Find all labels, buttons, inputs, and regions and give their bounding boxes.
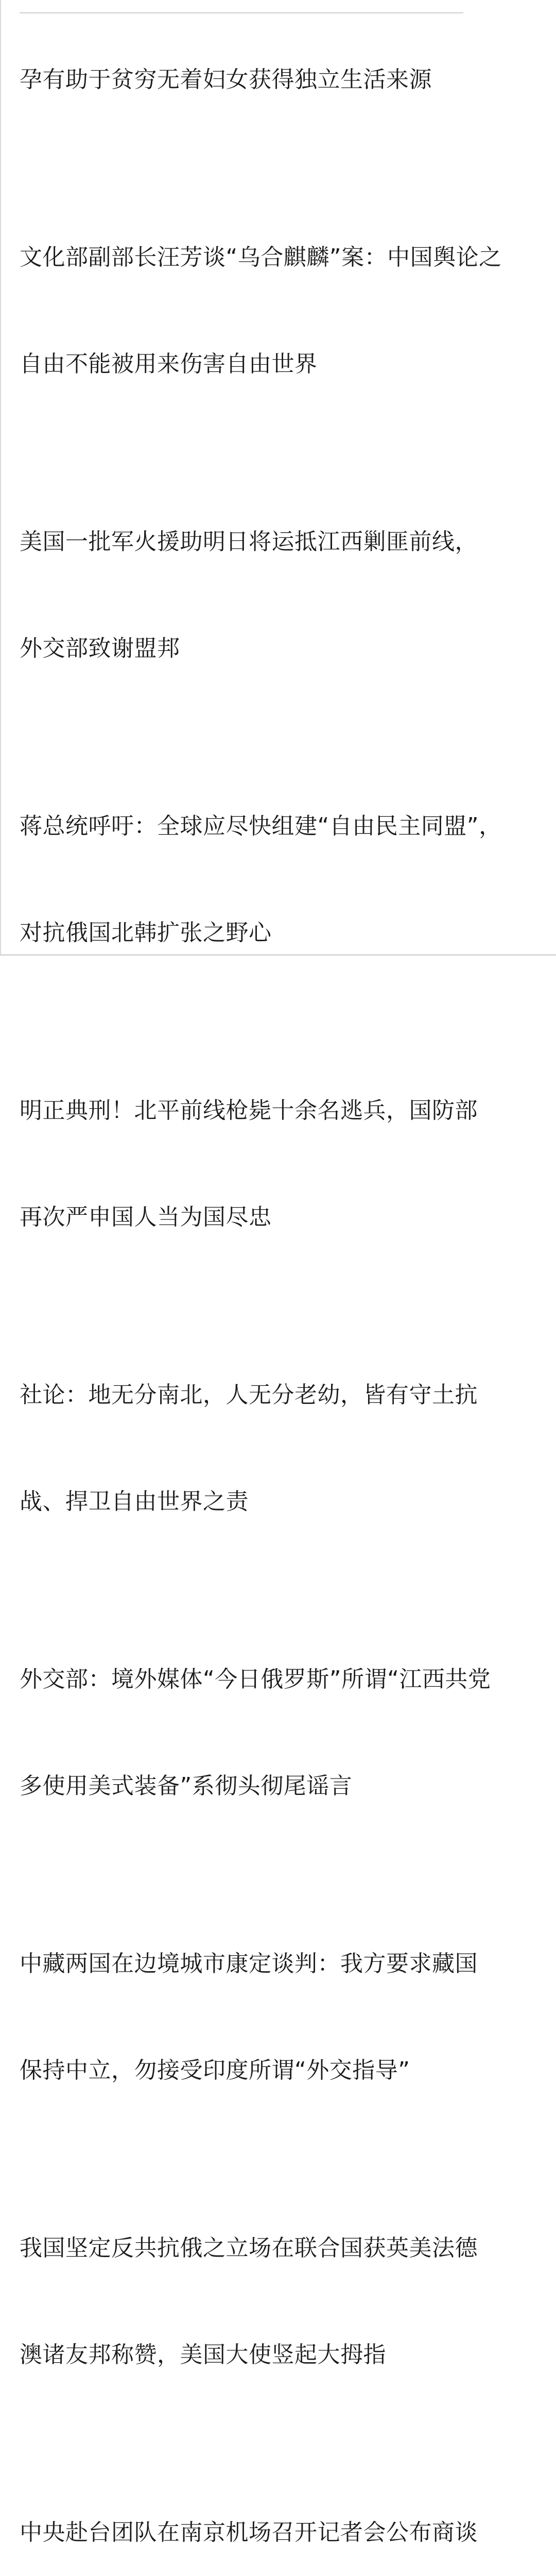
headline-line: 孕有助于贫穷无着妇女获得独立生活来源 xyxy=(20,66,432,93)
headline-item xyxy=(20,1590,540,1875)
headline-item xyxy=(20,1022,540,1306)
headline-line: 多使用美式装备”系彻头彻尾谣言 xyxy=(20,1773,353,1799)
headline-line: 保持中立，勿接受印度所谓“外交指导” xyxy=(20,2057,410,2083)
headline-line: 中藏两国在边境城市康定谈判：我方要求藏国 xyxy=(20,1951,478,1977)
headline-item xyxy=(20,168,540,453)
headline-line: 自由不能被用来伤害自由世界 xyxy=(20,351,318,377)
headline-item xyxy=(20,1875,540,2159)
headline-item xyxy=(20,2444,540,2576)
headline-line: 战、捍卫自由世界之责 xyxy=(20,1488,249,1515)
headline-line: 美国一批军火援助明日将运抵江西剿匪前线， xyxy=(20,529,478,555)
headline-item xyxy=(20,1306,540,1590)
headline-line: 我国坚定反共抗俄之立场在联合国获英美法德 xyxy=(20,2235,478,2261)
headline-item xyxy=(20,2159,540,2444)
headline-line: 对抗俄国北韩扩张之野心 xyxy=(20,920,272,946)
headline-line: 外交部：境外媒体“今日俄罗斯”所谓“江西共党 xyxy=(20,1666,491,1692)
headline-line: 中央赴台团队在南京机场召开记者会公布商谈 xyxy=(20,2519,478,2546)
headline-item xyxy=(20,453,540,737)
headline-line: 社论：地无分南北，人无分老幼，皆有守土抗 xyxy=(20,1382,478,1408)
left-border xyxy=(0,0,1,956)
bottom-border xyxy=(0,954,556,956)
headline-item xyxy=(20,0,540,168)
headline-item xyxy=(20,737,540,1022)
headline-line: 再次严申国人当为国尽忠 xyxy=(20,1204,272,1230)
headline-line: 明正典刑！北平前线枪毙十余名逃兵，国防部 xyxy=(20,1097,478,1124)
headline-list xyxy=(20,0,540,2576)
headline-line: 澳诸友邦称赞，美国大使竖起大拇指 xyxy=(20,2342,386,2368)
headline-line: 外交部致谢盟邦 xyxy=(20,635,180,662)
headline-line: 文化部副部长汪芳谈“乌合麒麟”案：中国舆论之 xyxy=(20,244,502,270)
headline-line: 蒋总统呼吁：全球应尽快组建“自由民主同盟”， xyxy=(20,813,502,839)
